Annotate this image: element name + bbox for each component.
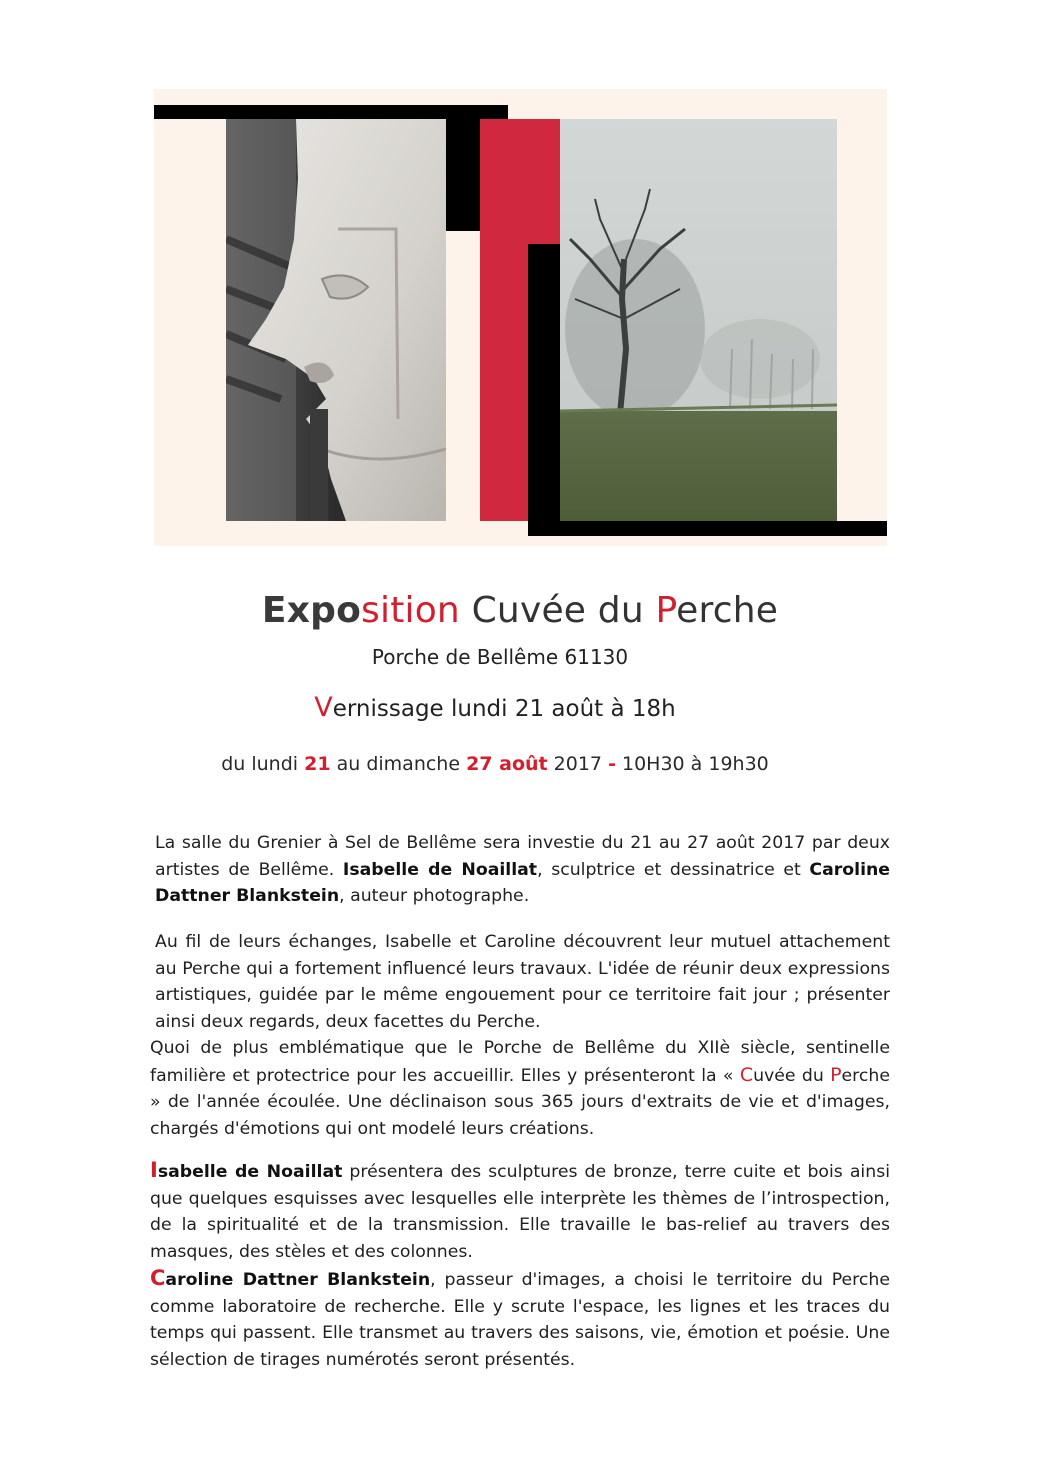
isabelle-paragraph — [150, 1157, 890, 1265]
sculpture-photo — [226, 119, 446, 521]
exchange-paragraph: Au fil de leurs échanges, Isabelle et Caroline découvrent leur mutuel attachement au Perche qui a fortement influencé leurs travaux. L'idée de réunir deux expressions artistiques, guidée par le même engouement pour ce territoire fait jour ; présenter ainsi deux regards, deux facettes du Perche. — [155, 932, 890, 1032]
isabelle-initial: I — [150, 1158, 158, 1182]
dates-dash: - — [608, 753, 616, 775]
vernissage-text: ernissage lundi 21 août à 18h — [332, 696, 676, 722]
foggy-tree-image — [560, 119, 837, 521]
caroline-name: aroline Dattner Blankstein — [165, 1270, 431, 1290]
title-part-cuvee: Cuvée du — [459, 590, 656, 631]
vernissage-line — [0, 692, 990, 723]
venue-subtitle: Porche de Bellême 61130 — [371, 645, 629, 669]
porche-text-2: uvée du — [753, 1065, 831, 1086]
banner-right-bar — [837, 521, 887, 536]
title-part-erche: erche — [676, 590, 779, 631]
banner-bottom-bar — [528, 521, 886, 536]
intro-paragraph — [155, 830, 890, 910]
porche-initial-c: C — [739, 1063, 754, 1086]
landscape-photo — [560, 119, 837, 521]
porche-text-1: Quoi de plus emblématique que le Porche de Bellême du XIIè siècle, sentinelle familière et protectrice pour les accueillir. Elles y présenteront la « — [150, 1038, 890, 1086]
title-part-expo: Expo — [261, 590, 362, 631]
artist-name-caroline: Caroline Dattner Blankstein — [155, 859, 891, 906]
caroline-paragraph — [150, 1265, 890, 1373]
intro-text-1: La salle du Grenier à Sel de Bellême sera investie du 21 au 27 août 2017 par deux artistes de Bellême. — [155, 833, 890, 880]
title-part-sition: sition — [361, 590, 460, 631]
intro-text-2: , sculptrice et dessinatrice et — [537, 859, 810, 880]
exhibition-title — [0, 590, 1040, 631]
dates-start-day: 21 — [304, 753, 331, 775]
caroline-initial: C — [150, 1266, 166, 1290]
vernissage-initial: V — [314, 692, 333, 723]
dates-text-1: du lundi — [221, 753, 305, 775]
sculpture-image — [226, 119, 446, 521]
isabelle-description: présentera des sculptures de bronze, terre cuite et bois ainsi que quelques esquisses avec lesquelles elle interprète les thèmes de l’introspection, de la spiritualité et de la transmission. Elle travaille le bas-relief au travers des masques, des stèles et des colonnes. — [150, 1162, 890, 1262]
exhibition-dates — [0, 753, 990, 775]
intro-text-3: , auteur photographe. — [339, 886, 530, 906]
title-initial-p: P — [655, 590, 677, 631]
dates-end-day: 27 août — [466, 753, 548, 775]
dates-year: 2017 — [547, 753, 609, 775]
artist-name-isabelle: Isabelle de Noaillat — [342, 859, 538, 880]
banner-inner-vertical-bar — [528, 244, 560, 536]
porche-text-3: erche » de l'année écoulée. Une déclinaison sous 365 jours d'extraits de vie et d'images, chargés d'émotions qui ont modelé leurs créations. — [150, 1065, 890, 1139]
banner-divider-bar — [446, 105, 480, 231]
dates-hours: 10H30 à 19h30 — [615, 753, 769, 775]
porche-initial-p: P — [830, 1063, 842, 1086]
isabelle-name: sabelle de Noaillat — [157, 1162, 343, 1182]
porche-paragraph — [150, 1035, 890, 1142]
caroline-description: , passeur d'images, a choisi le territoire du Perche comme laboratoire de recherche. Elle y scrute l'espace, les lignes et les traces du temps qui passent. Elle transmet au travers des saisons, vie, émotion et poésie. Une sélection de tirages numérotés seront présentés. — [150, 1270, 890, 1370]
exhibition-banner — [154, 89, 887, 546]
dates-text-2: au dimanche — [330, 753, 467, 775]
